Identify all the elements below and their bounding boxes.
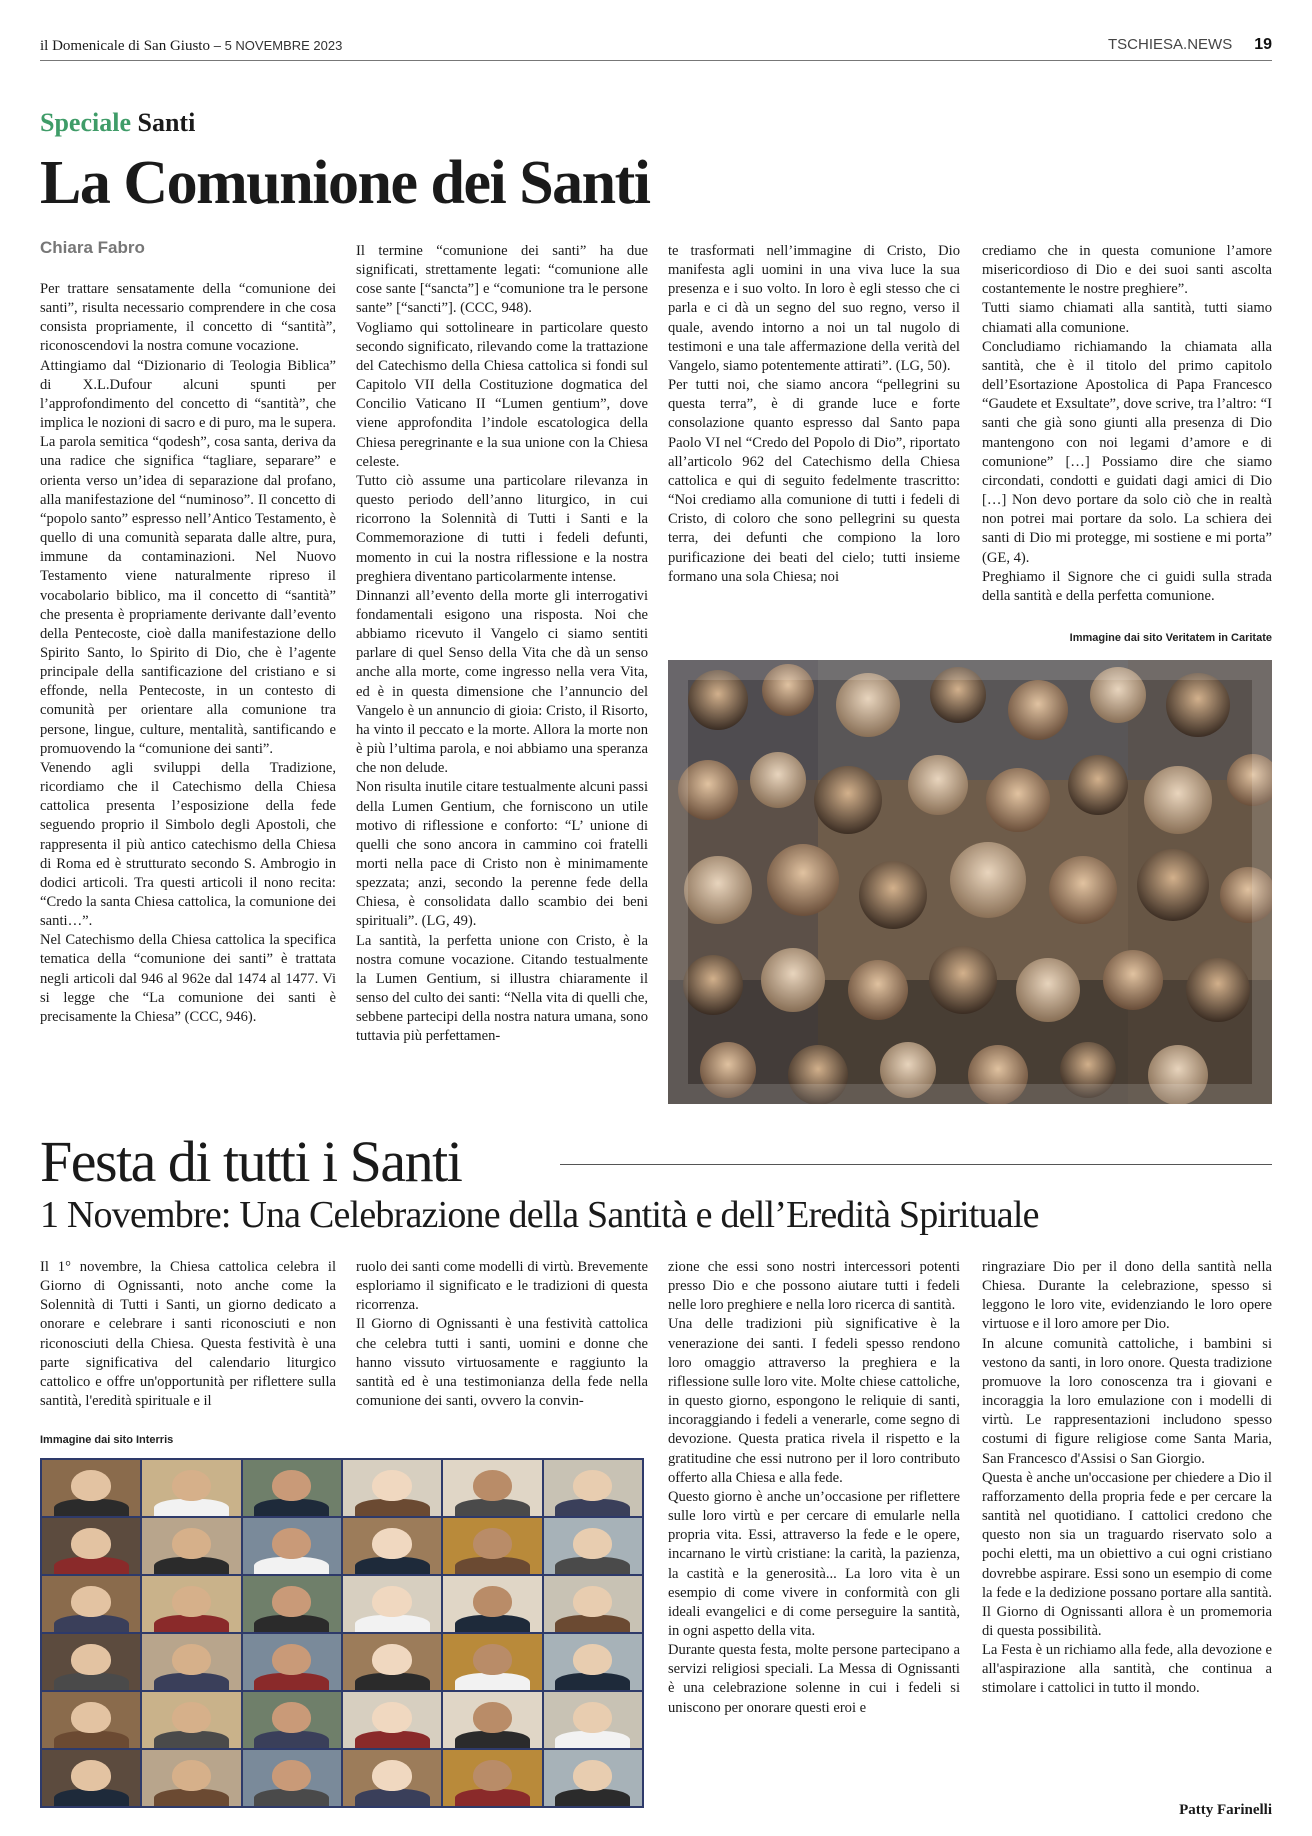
header-right — [1108, 36, 1272, 54]
portrait-face — [272, 1586, 311, 1617]
portrait-tile — [142, 1576, 240, 1632]
saints-collage-illustration — [668, 660, 1272, 1104]
portrait-tile — [243, 1460, 341, 1516]
portrait-tile — [42, 1692, 140, 1748]
portrait-face — [272, 1528, 311, 1559]
paragraph: Per trattare sensatamente della “comunione dei santi”, risulta necessario comprendere in che cosa consista propriamente, il concetto di “santità”, riconoscendovi la nostra comune vocazione. — [40, 281, 336, 355]
portrait-tile — [343, 1576, 441, 1632]
portrait-robe — [555, 1615, 630, 1632]
portrait-face — [573, 1528, 612, 1559]
image-caption: Immagine dai sito Veritatem in Caritate — [1069, 632, 1272, 644]
portrait-face — [71, 1644, 110, 1675]
paragraph: Il 1° novembre, la Chiesa cattolica celebra il Giorno di Ognissanti, noto anche come la Solennità di Tutti i Santi, un giorno dedicato a onorare e celebrare i santi riconosciuti e non riconosciuti della Chiesa. Questa festività è una parte significativa del calendario liturgico cattolico e offre un'opportunità per riflettere sulla santità, l'eredità spirituale e il — [40, 1259, 336, 1410]
paragraph: ringraziare Dio per il dono della santità nella Chiesa. Durante la celebrazione, spesso si leggono le loro vite, evidenziando le loro opere virtuose e il loro amore per Dio. — [982, 1259, 1272, 1333]
portrait-face — [272, 1702, 311, 1733]
portrait-tile — [544, 1634, 642, 1690]
portrait-tile — [243, 1692, 341, 1748]
portrait-tile — [343, 1460, 441, 1516]
portrait-tile — [243, 1576, 341, 1632]
portrait-face — [272, 1760, 311, 1791]
paragraph: Una delle tradizioni più significative è la venerazione dei santi. I fedeli spesso rendono loro omaggio attraverso la preghiera e la riflessione sulle loro vite. Molte chiese cattoliche, in questo giorno, espongono le reliquie di santi, incoraggiando i fedeli a venerarle, come segno di devozione. Questa pratica rivela il rispetto e la gratitudine che essi nutrono per il loro contributo offerto alla Chiesa e alla fede. — [668, 1316, 960, 1486]
running-header — [40, 38, 342, 55]
kicker-topic: Santi — [137, 108, 196, 137]
paragraph: Preghiamo il Signore che ci guidi sulla strada della santità e della perfetta comunione. — [982, 568, 1272, 604]
portrait-tile — [443, 1576, 541, 1632]
article-author: Chiara Fabro — [40, 238, 145, 257]
article1-column-3 — [668, 242, 960, 587]
portrait-robe — [355, 1499, 430, 1516]
article1-column-2 — [356, 242, 648, 1047]
portrait-face — [473, 1586, 512, 1617]
paragraph: Attingiamo dal “Dizionario di Teologia Biblica” di X.L.Dufour alcuni spunti per l’approfondimento del concetto di “santità”, che implica le nozioni di sacro e di puro, ma le supera. La parola semitica “qodesh”, cosa santa, deriva da una radice che significa “tagliare, separare” e orienta verso un’idea di separazione dal profano, alla manifestazione del “numinoso”. Il concetto di “popolo santo” espresso nell’Antico Testamento, è quello di una comunità separata dalle altre, pura, immune da contaminazioni. Nel Nuovo Testamento viene naturalmente ripreso il vocabolario biblico, ma il concetto di “santità” che presenta è propriamente derivante dall’evento della Pentecoste, cioè dalla manifestazione dello Spirito Santo, lo Spirito di Dio, che è l’agente principale della santificazione del cristiano e si effonde, nella Pentecoste, in un contesto di comunità per orientare alla comunione tra persone, lingue, culture, mentalità, santificando e promuovendo la “comunione dei santi”. — [40, 357, 336, 757]
paragraph: In alcune comunità cattoliche, i bambini si vestono da santi, in loro onore. Questa tradizione promuove la loro conoscenza tra i giovani e incoraggia la loro emulazione con i modelli di virtù. Le rappresentazioni includono spesso costumi di figure religiose come Santa Maria, San Francesco d'Assisi o San Giorgio. — [982, 1335, 1272, 1467]
portrait-face — [473, 1528, 512, 1559]
article2-column-4 — [982, 1258, 1272, 1699]
paragraph: La Festa è un richiamo alla fede, alla devozione e all'aspirazione alla santità, che continua a stimolare i cattolici in tutto il mondo. — [982, 1642, 1272, 1697]
portrait-tile — [443, 1518, 541, 1574]
portrait-face — [473, 1470, 512, 1501]
issue-date: – 5 NOVEMBRE 2023 — [213, 38, 343, 53]
paragraph: Per tutti noi, che siamo ancora “pellegrini su questa terra”, è di grande luce e forte consolazione quanto espresso dal Santo papa Paolo VI nel “Credo del Popolo di Dio”, riportato all’articolo 962 del Catechismo della Chiesa cattolica e qui di seguito fedelmente trascritto: “Noi crediamo alla comunione di tutti i fedeli di Cristo, di coloro che sono pellegrini su questa terra, dei defunti che compiono la loro purificazione dei beati del cielo; tutti insieme formano una sola Chiesa; noi — [668, 377, 960, 585]
paragraph: Questa è anche un'occasione per chiedere a Dio il rafforzamento della propria fede e per cercare la santità nel quotidiano. I cattolici credono che questo non sia un traguardo riservato solo a pochi eletti, ma un obiettivo a cui ogni cristiano dovrebbe aspirare. Essi sono un esempio di come la fede e la dedizione possano portare alla santità. Il Giorno di Ognissanti allora è un promemoria di questa possibilità. — [982, 1469, 1272, 1639]
portrait-face — [473, 1702, 512, 1733]
paragraph: Il termine “comunione dei santi” ha due significati, strettamente legati: “comunione alle cose sante [“sancta”] e “comunione tra le persone sante” [“sancti”]. (CCC, 948). — [356, 243, 648, 317]
portrait-robe — [254, 1615, 329, 1632]
portrait-robe — [355, 1673, 430, 1690]
portrait-face — [71, 1470, 110, 1501]
article2-column-2 — [356, 1258, 648, 1411]
portrait-tile — [42, 1576, 140, 1632]
paragraph: Concludiamo richiamando la chiamata alla santità, che è il titolo del primo capitolo dell’Esortazione Apostolica di Papa Francesco “Gaudete et Exsultate”, dove scrive, tra l’altro: “I santi che già sono giunti alla presenza di Dio mantengono con noi legami d’amore e di comunione” […] Possiamo dire che siamo circondati, condotti e guidati dagi amici di Dio […] Non devo portare da solo ciò che in realtà non potrei mai portare da solo. La schiera dei santi di Dio mi protegge, mi sostiene e mi porta” (GE, 4). — [982, 338, 1272, 566]
paragraph: Tutti siamo chiamati alla santità, tutti siamo chiamati alla comunione. — [982, 300, 1272, 336]
portrait-tile — [142, 1750, 240, 1806]
paragraph: Dinnanzi all’evento della morte gli interrogativi fondamentali esigono una risposta. Noi che abbiamo ricevuto il Vangelo ci siamo sentiti parlare di quel Senso della Vita che dà un senso anche alla morte, come ingresso nella vera Vita, ed è in questa dimensione che l’annuncio del Vangelo è un annuncio di gioia: Cristo, il Risorto, ha vinto il peccato e la morte. Allora la morte non è più l’ultima parola, e noi abbiamo una speranza che non delude. — [356, 587, 648, 777]
portrait-tile — [544, 1692, 642, 1748]
paragraph: Durante questa festa, molte persone partecipano a servizi religiosi speciali. La Messa di Ognissanti è una celebrazione solenne in cui i fedeli si uniscono per onorare questi eroi e — [668, 1642, 960, 1716]
portrait-tile — [42, 1460, 140, 1516]
portrait-tile — [42, 1634, 140, 1690]
portrait-face — [473, 1760, 512, 1791]
portrait-robe — [54, 1789, 129, 1806]
portrait-robe — [355, 1615, 430, 1632]
paragraph: Tutto ciò assume una particolare rilevanza in questo periodo dell’anno liturgico, in cui ricorrono la Solennità di Tutti i Santi e la Commemorazione di tutti i fedeli defunti, momento in cui la nostra riflessione e la nostra preghiera diventano particolarmente intense. — [356, 472, 648, 585]
portrait-robe — [455, 1673, 530, 1690]
portrait-tile — [544, 1460, 642, 1516]
portrait-face — [372, 1470, 411, 1501]
saints-collage-image — [668, 660, 1272, 1104]
paragraph: Venendo agli sviluppi della Tradizione, ricordiamo che il Catechismo della Chiesa cattolica presenta l’esposizione della fede seguendo proprio il Simbolo degli Apostoli, che rappresenta il più antico catechismo della Chiesa di Roma ed è strutturato secondo S. Ambrogio in dodici articoli. Tra questi articoli il nono recita: “Credo la santa Chiesa cattolica, la comunione dei santi…”. — [40, 759, 336, 930]
portrait-face — [172, 1586, 211, 1617]
portrait-tile — [343, 1518, 441, 1574]
portrait-robe — [154, 1789, 229, 1806]
title-rule — [560, 1164, 1272, 1165]
portrait-robe — [254, 1673, 329, 1690]
portrait-tile — [142, 1692, 240, 1748]
portrait-tile — [142, 1460, 240, 1516]
portrait-robe — [555, 1731, 630, 1748]
portrait-robe — [455, 1731, 530, 1748]
paragraph: La santità, la perfetta unione con Cristo, è la nostra comune vocazione. Citando testualmente la Lumen Gentium, si illustra chiaramente il senso del culto dei santi: “Nella vita di quelli che, sebbene partecipi della nostra natura umana, sono tuttavia più perfettamen- — [356, 932, 648, 1045]
paragraph: Questo giorno è anche un’occasione per riflettere sulle loro virtù e per cercare di emularle nella propria vita. Essi, attraverso la fede e le opere, incarnano le virtù cristiane: la carità, la pazienza, la castità e la generosità... La loro vita è un esempio di come vivere in conformità con gli ideali evangelici e di come perseguire la santità, in ogni aspetto della vita. — [668, 1488, 960, 1639]
paragraph: Vogliamo qui sottolineare in particolare questo secondo significato, rilevando come la trattazione del Catechismo della Chiesa cattolica si fondi sul Capitolo VII della Costituzione dogmatica del Concilio Vaticano II “Lumen gentium”, dove viene approfondita l’indole escatologica della Chiesa peregrinante e la sua unione con la Chiesa celeste. — [356, 319, 648, 470]
portrait-robe — [555, 1789, 630, 1806]
article-title: La Comunione dei Santi — [40, 149, 650, 217]
portrait-robe — [154, 1731, 229, 1748]
saints-portrait-grid-image — [40, 1458, 644, 1808]
portrait-tile — [343, 1750, 441, 1806]
portrait-tile — [343, 1692, 441, 1748]
article1-column-1 — [40, 280, 336, 1027]
portrait-robe — [54, 1557, 129, 1574]
portrait-tile — [243, 1634, 341, 1690]
portrait-tile — [42, 1518, 140, 1574]
portrait-robe — [254, 1789, 329, 1806]
portrait-robe — [54, 1499, 129, 1516]
portrait-robe — [455, 1557, 530, 1574]
portrait-robe — [355, 1789, 430, 1806]
portrait-face — [573, 1586, 612, 1617]
article2-column-1 — [40, 1258, 336, 1411]
portrait-face — [573, 1644, 612, 1675]
portrait-robe — [54, 1615, 129, 1632]
portrait-robe — [455, 1499, 530, 1516]
article2-title: Festa di tutti i Santi — [40, 1129, 462, 1194]
publication-name: il Domenicale di San Giusto — [40, 38, 210, 54]
paragraph: ruolo dei santi come modelli di virtù. Brevemente esploriamo il significato e le tradizioni di questa ricorrenza. — [356, 1259, 648, 1314]
paragraph: Il Giorno di Ognissanti è una festività cattolica che celebra tutti i santi, uomini e donne che hanno vissuto virtuosamente e raggiunto la santità ed è una testimonianza della fede nella comunione dei santi, ovvero la convin- — [356, 1316, 648, 1410]
portrait-robe — [555, 1499, 630, 1516]
portrait-face — [172, 1470, 211, 1501]
paragraph: Non risulta inutile citare testualmente alcuni passi della Lumen Gentium, che forniscono un utile motivo di riflessione e conforto: “L’ unione di quelli che sono ancora in cammino coi fratelli morti nella pace di Cristo non è minimamente spezzata; anzi, secondo la perenne fede della Chiesa, è consolidata dallo scambio dei beni spirituali”. (LG, 49). — [356, 779, 648, 930]
portrait-face — [272, 1470, 311, 1501]
site-name: TSCHIESA.NEWS — [1108, 36, 1233, 53]
portrait-tile — [443, 1750, 541, 1806]
portrait-face — [71, 1760, 110, 1791]
portrait-face — [272, 1644, 311, 1675]
portrait-tile — [544, 1576, 642, 1632]
article2-subtitle: 1 Novembre: Una Celebrazione della Santità e dell’Eredità Spirituale — [40, 1194, 1039, 1236]
portrait-tile — [443, 1692, 541, 1748]
portrait-tile — [243, 1518, 341, 1574]
portrait-robe — [54, 1731, 129, 1748]
paragraph: zione che essi sono nostri intercessori potenti presso Dio e che possono aiutare tutti i fedeli nelle loro preghiere e nella loro ricerca di santità. — [668, 1259, 960, 1314]
paragraph: crediamo che in questa comunione l’amore misericordioso di Dio e dei suoi santi ascolta costantemente le nostre preghiere”. — [982, 243, 1272, 298]
portrait-tile — [443, 1460, 541, 1516]
portrait-face — [573, 1470, 612, 1501]
portrait-face — [172, 1644, 211, 1675]
portrait-face — [172, 1528, 211, 1559]
portrait-face — [372, 1644, 411, 1675]
portrait-face — [473, 1644, 512, 1675]
portrait-tile — [544, 1518, 642, 1574]
portrait-robe — [455, 1615, 530, 1632]
portrait-tile — [142, 1518, 240, 1574]
portrait-tile — [243, 1750, 341, 1806]
portrait-tile — [343, 1634, 441, 1690]
portrait-robe — [355, 1557, 430, 1574]
kicker-section: Speciale — [40, 108, 131, 137]
portrait-face — [71, 1702, 110, 1733]
portrait-robe — [154, 1615, 229, 1632]
paragraph: te trasformati nell’immagine di Cristo, Dio manifesta agli uomini in una viva luce la sua presenza e i suo volto. In loro è egli stesso che ci parla e ci dà un segno del suo regno, verso il quale, avendo intorno a noi un tal nugolo di testimoni e una tale affermazione della verità del Vangelo, siamo potentemente attirati”. (LG, 50). — [668, 243, 960, 374]
portrait-robe — [555, 1673, 630, 1690]
portrait-robe — [254, 1557, 329, 1574]
portrait-robe — [154, 1557, 229, 1574]
portrait-tile — [443, 1634, 541, 1690]
portrait-face — [372, 1586, 411, 1617]
image-caption: Immagine dai sito Interris — [40, 1434, 174, 1446]
portrait-face — [71, 1528, 110, 1559]
portrait-robe — [254, 1731, 329, 1748]
portrait-tile — [42, 1750, 140, 1806]
article2-author: Patty Farinelli — [1179, 1802, 1272, 1818]
page-number: 19 — [1254, 36, 1272, 53]
portrait-face — [573, 1760, 612, 1791]
article2-column-3 — [668, 1258, 960, 1718]
portrait-robe — [254, 1499, 329, 1516]
portrait-face — [372, 1528, 411, 1559]
portrait-robe — [455, 1789, 530, 1806]
portrait-face — [372, 1702, 411, 1733]
paragraph: Nel Catechismo della Chiesa cattolica la specifica tematica della “comunione dei santi” è trattata negli articoli dal 946 al 962e dal 1474 al 1477. Vi si legge che “La comunione dei santi è precisamente la Chiesa” (CCC, 946). — [40, 932, 336, 1025]
portrait-robe — [154, 1673, 229, 1690]
portrait-face — [573, 1702, 612, 1733]
portrait-tile — [142, 1634, 240, 1690]
portrait-robe — [154, 1499, 229, 1516]
portrait-robe — [54, 1673, 129, 1690]
header-rule — [40, 60, 1272, 61]
portrait-face — [172, 1760, 211, 1791]
article1-column-4 — [982, 242, 1272, 606]
portrait-robe — [355, 1731, 430, 1748]
portrait-face — [172, 1702, 211, 1733]
portrait-robe — [555, 1557, 630, 1574]
portrait-face — [71, 1586, 110, 1617]
portrait-face — [372, 1760, 411, 1791]
section-kicker — [40, 108, 195, 138]
portrait-tile — [544, 1750, 642, 1806]
